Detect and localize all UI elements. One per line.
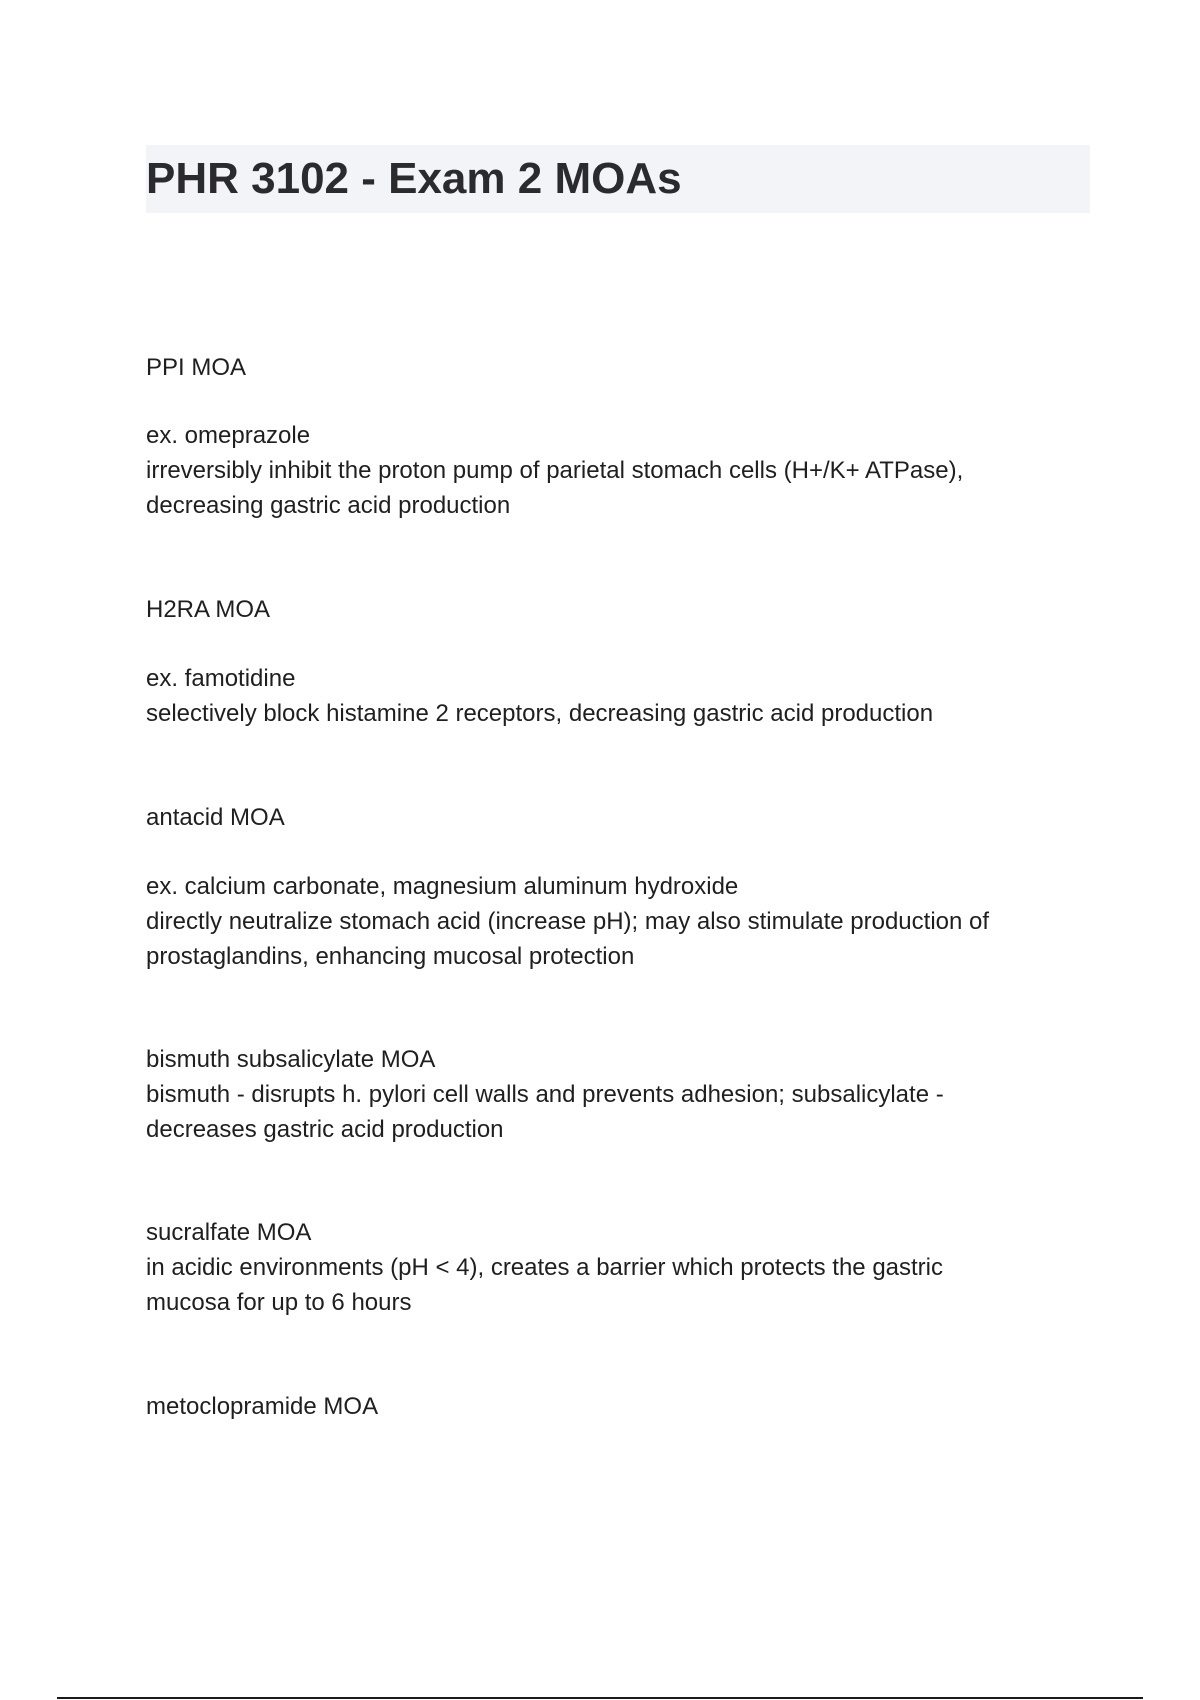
example-text: ex. calcium carbonate, magnesium aluminum hydroxide: [146, 873, 739, 900]
definition-line: decreases gastric acid production: [146, 1116, 504, 1143]
term-label: antacid MOA: [146, 804, 285, 831]
definition-line: selectively block histamine 2 receptors, decreasing gastric acid production: [146, 700, 934, 727]
definition-line: bismuth - disrupts h. pylori cell walls and prevents adhesion; subsalicylate -: [146, 1081, 944, 1108]
example-text: ex. omeprazole: [146, 422, 311, 449]
term-label: metoclopramide MOA: [146, 1393, 379, 1420]
definition-h2ra: [146, 661, 1090, 731]
term-antacid: [146, 800, 1090, 835]
term-label: bismuth subsalicylate MOA: [146, 1046, 436, 1073]
definition-ppi: [146, 418, 1090, 523]
page-title: PHR 3102 - Exam 2 MOAs: [146, 154, 682, 203]
term-h2ra: [146, 592, 1090, 627]
term-metoclopramide: [146, 1389, 1090, 1424]
example-text: ex. famotidine: [146, 665, 296, 692]
term-label: H2RA MOA: [146, 596, 271, 623]
title-banner: [146, 145, 1090, 213]
term-label: sucralfate MOA: [146, 1219, 312, 1246]
definition-antacid: [146, 869, 1090, 974]
term-label: PPI MOA: [146, 354, 247, 381]
definition-line: irreversibly inhibit the proton pump of parietal stomach cells (H+/K+ ATPase),: [146, 457, 964, 484]
term-ppi: [146, 350, 1090, 385]
definition-line: mucosa for up to 6 hours: [146, 1289, 412, 1316]
definition-line: prostaglandins, enhancing mucosal protection: [146, 943, 635, 970]
term-sucralfate: [146, 1215, 1090, 1320]
definition-line: directly neutralize stomach acid (increase pH); may also stimulate production of: [146, 908, 990, 935]
page-divider: [57, 1697, 1143, 1699]
term-bismuth-subsalicylate: [146, 1042, 1090, 1147]
definition-line: decreasing gastric acid production: [146, 492, 511, 519]
definition-line: in acidic environments (pH < 4), creates a barrier which protects the gastric: [146, 1254, 944, 1281]
